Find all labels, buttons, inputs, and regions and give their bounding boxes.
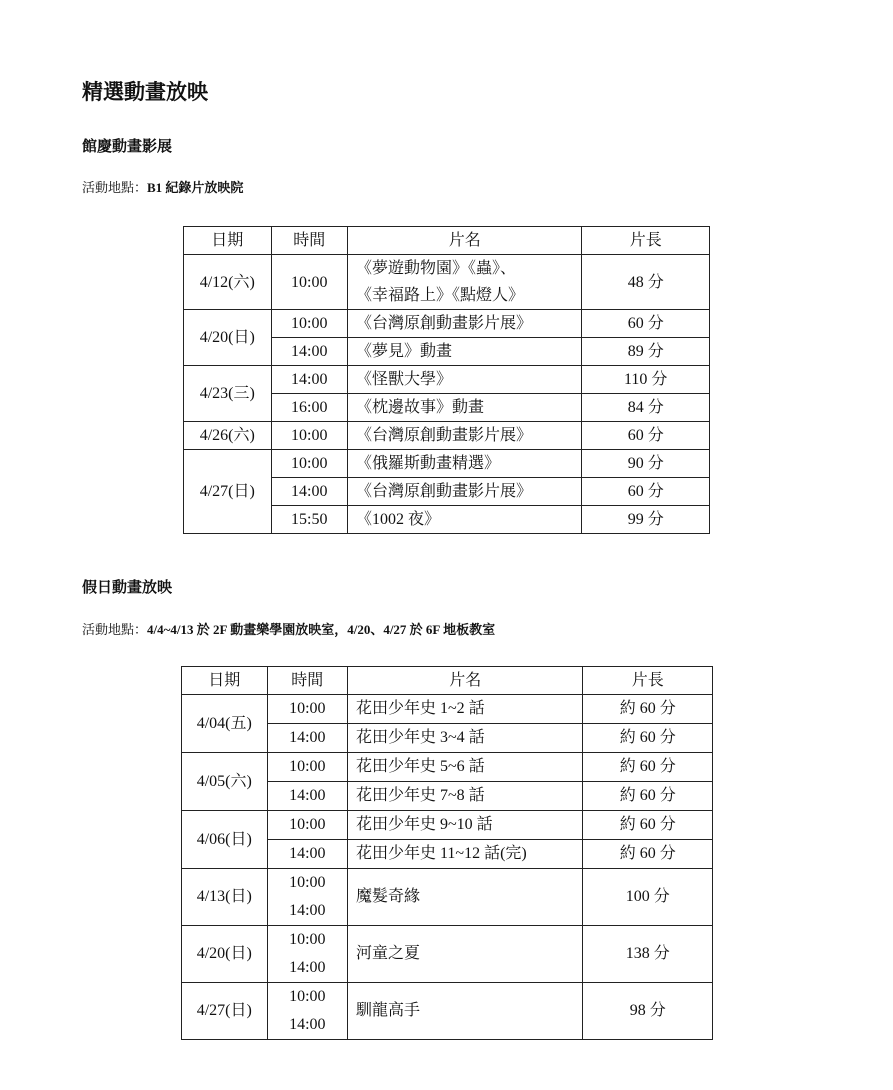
title-text: 河童之夏 (356, 945, 421, 962)
time-text: 14:00 (291, 483, 328, 500)
column-header: 日期 (182, 667, 268, 695)
date-cell: 4/12(六) (184, 255, 272, 310)
date-cell: 4/04(五) (182, 695, 268, 753)
table-row (182, 695, 713, 724)
time-text: 10:00 (291, 273, 328, 291)
title-cell (347, 394, 581, 422)
duration-cell: 89 分 (582, 338, 710, 366)
page-title: 精選動畫放映 (82, 80, 208, 104)
location-text (82, 619, 495, 638)
title-cell (348, 724, 583, 753)
date-cell: 4/06(日) (182, 811, 268, 869)
title-cell (348, 926, 583, 983)
time-cell (271, 366, 347, 394)
title-cell (347, 506, 581, 534)
table-row (184, 422, 710, 450)
table-row (184, 255, 710, 310)
time-cell (267, 782, 347, 811)
time-cell (267, 840, 347, 869)
time-text: 10:00 (289, 931, 326, 948)
column-header: 片名 (348, 667, 583, 695)
table-row (184, 450, 710, 478)
time-cell (271, 394, 347, 422)
time-cell (271, 450, 347, 478)
duration-cell: 138 分 (583, 926, 713, 983)
time-text: 14:00 (289, 959, 326, 976)
table-row (182, 811, 713, 840)
duration-cell: 約 60 分 (583, 840, 713, 869)
column-header: 片長 (583, 667, 713, 695)
time-text: 14:00 (289, 787, 326, 804)
column-header: 時間 (271, 227, 347, 255)
time-text: 14:00 (289, 1016, 326, 1033)
time-cell (271, 255, 347, 310)
duration-cell: 60 分 (582, 478, 710, 506)
date-cell: 4/27(日) (182, 983, 268, 1040)
title-cell (348, 840, 583, 869)
title-cell (347, 310, 581, 338)
column-header: 時間 (267, 667, 347, 695)
section-heading-anniversary: 館慶動畫影展 (82, 137, 173, 155)
duration-cell: 48 分 (582, 255, 710, 310)
duration-cell: 約 60 分 (583, 753, 713, 782)
header-row (182, 667, 713, 695)
time-cell (271, 506, 347, 534)
title-text: 《怪獸大學》 (355, 371, 452, 388)
time-text: 14:00 (291, 343, 328, 360)
time-text: 10:00 (291, 315, 328, 332)
title-cell (348, 811, 583, 840)
title-text: 花田少年史 3~4 話 (356, 729, 485, 746)
time-cell (267, 869, 347, 926)
time-text: 10:00 (289, 874, 326, 891)
title-cell (347, 478, 581, 506)
time-cell (271, 478, 347, 506)
date-cell: 4/13(日) (182, 869, 268, 926)
schedule-table-holiday (181, 666, 713, 1040)
time-text: 10:00 (289, 758, 326, 775)
duration-cell: 84 分 (582, 394, 710, 422)
duration-cell: 98 分 (583, 983, 713, 1040)
duration-cell: 60 分 (582, 310, 710, 338)
title-cell (348, 869, 583, 926)
time-text: 10:00 (289, 988, 326, 1005)
time-text: 10:00 (291, 427, 328, 444)
title-cell (347, 450, 581, 478)
location-value: 4/4~4/13 於 2F 動畫樂學園放映室，4/20、4/27 於 6F 地板教室 (147, 622, 496, 637)
title-text: 《台灣原創動畫影片展》 (355, 315, 532, 332)
duration-cell: 約 60 分 (583, 782, 713, 811)
title-text: 《夢見》動畫 (355, 343, 452, 360)
title-text: 花田少年史 9~10 話 (356, 816, 493, 833)
title-cell (348, 695, 583, 724)
title-cell (347, 255, 581, 310)
column-header: 片長 (582, 227, 710, 255)
title-text: 花田少年史 7~8 話 (356, 787, 485, 804)
duration-cell: 90 分 (582, 450, 710, 478)
location-value: B1 紀錄片放映院 (147, 180, 244, 195)
title-text: 馴龍高手 (356, 1002, 421, 1019)
time-text: 15:50 (291, 511, 328, 528)
title-cell (347, 338, 581, 366)
title-text: 花田少年史 11~12 話(完) (356, 845, 527, 862)
duration-cell: 約 60 分 (583, 811, 713, 840)
duration-cell: 99 分 (582, 506, 710, 534)
date-cell: 4/23(三) (184, 366, 272, 422)
title-text: 《夢遊動物園》《蟲》、 (355, 260, 516, 277)
time-cell (271, 422, 347, 450)
time-cell (267, 724, 347, 753)
title-cell (347, 422, 581, 450)
header-row (184, 227, 710, 255)
time-cell (267, 753, 347, 782)
time-cell (267, 983, 347, 1040)
time-cell (271, 338, 347, 366)
time-cell (267, 926, 347, 983)
date-cell: 4/05(六) (182, 753, 268, 811)
title-text: 《台灣原創動畫影片展》 (355, 483, 532, 500)
column-header: 片名 (347, 227, 581, 255)
date-cell: 4/26(六) (184, 422, 272, 450)
title-cell (347, 366, 581, 394)
time-cell (267, 695, 347, 724)
title-text: 花田少年史 1~2 話 (356, 700, 485, 717)
time-text: 16:00 (291, 399, 328, 416)
time-text: 14:00 (289, 729, 326, 746)
title-text: 《枕邊故事》動畫 (355, 399, 484, 416)
date-cell: 4/20(日) (182, 926, 268, 983)
time-text: 10:00 (289, 816, 326, 833)
title-cell (348, 983, 583, 1040)
location-text (82, 177, 243, 196)
title-text: 《俄羅斯動畫精選》 (355, 455, 500, 472)
duration-cell: 約 60 分 (583, 724, 713, 753)
title-text: 《1002 夜》 (355, 511, 440, 528)
time-text: 14:00 (289, 902, 326, 919)
title-cell (348, 782, 583, 811)
title-text: 花田少年史 5~6 話 (356, 758, 485, 775)
time-text: 14:00 (289, 845, 326, 862)
time-cell (267, 811, 347, 840)
table-row (182, 753, 713, 782)
duration-cell: 110 分 (582, 366, 710, 394)
duration-cell: 約 60 分 (583, 695, 713, 724)
table-row (182, 869, 713, 926)
schedule-table-anniversary (183, 226, 710, 534)
location-label: 活動地點： (82, 180, 148, 195)
time-text: 14:00 (291, 371, 328, 388)
column-header: 日期 (184, 227, 272, 255)
date-cell: 4/20(日) (184, 310, 272, 366)
table-row (184, 310, 710, 338)
duration-cell: 60 分 (582, 422, 710, 450)
time-text: 10:00 (291, 455, 328, 472)
title-cell (348, 753, 583, 782)
table-row (182, 926, 713, 983)
table-row (184, 366, 710, 394)
table-row (182, 983, 713, 1040)
title-text: 《台灣原創動畫影片展》 (355, 427, 532, 444)
location-label: 活動地點： (82, 622, 148, 637)
duration-cell: 100 分 (583, 869, 713, 926)
date-cell: 4/27(日) (184, 450, 272, 534)
time-cell (271, 310, 347, 338)
section-heading-holiday: 假日動畫放映 (82, 578, 173, 596)
time-text: 10:00 (289, 700, 326, 717)
title-text: 魔髮奇緣 (356, 888, 421, 905)
title-text: 《幸福路上》《點燈人》 (355, 287, 524, 304)
